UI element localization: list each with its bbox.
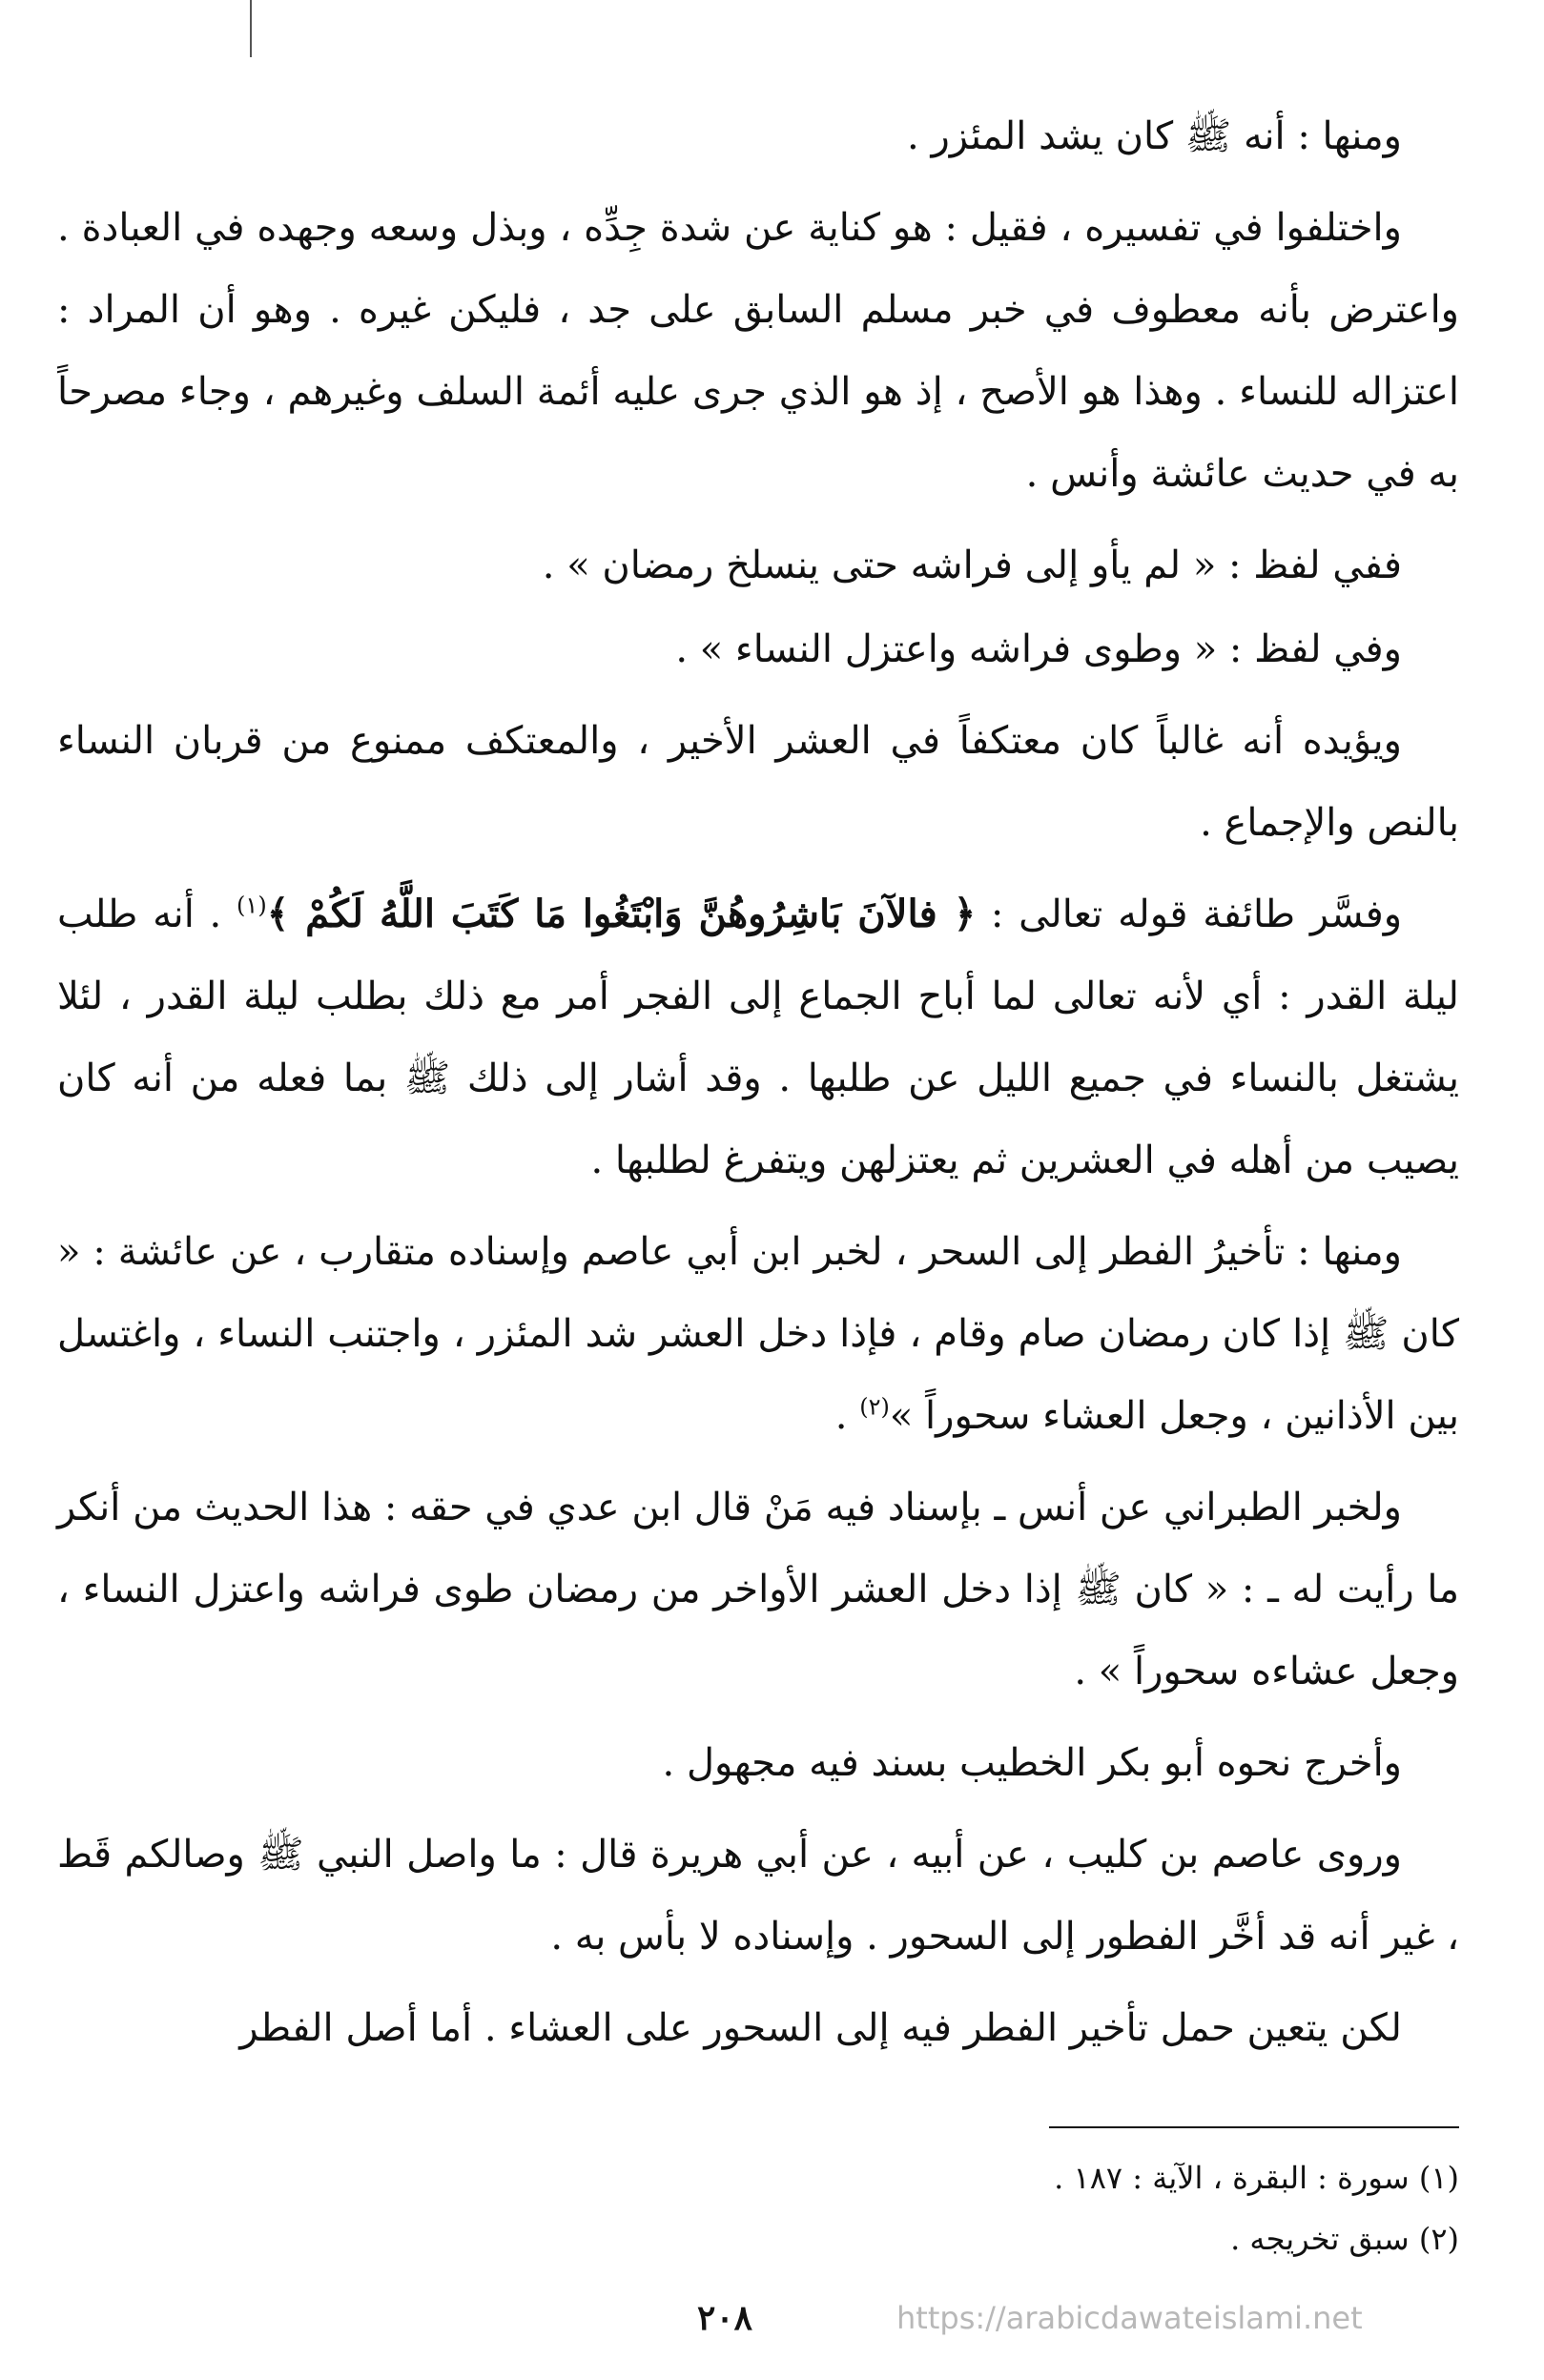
paragraph-takhir-fitr [57,1211,1459,1457]
paragraph-lafz-2: وفي لفظ : « وطوى فراشه واعتزل النساء » . [675,627,1402,671]
takhir-end: . [834,1394,860,1438]
takhir-text: ومنها : تأخيرُ الفطر إلى السحر ، لخبر ابن أبي عاصم وإسناده متقارب ، عن عائشة : « كان ﷺ إذا كان رمضان صام وقام ، فإذا دخل العشر شد المئزر ، واجتنب النساء ، واغتسل بين الأذانين ، وجعل العشاء سحوراً » [57,1230,1459,1438]
footnote-ref-1: (١) [237,892,267,919]
footnote-ref-2: (٢) [859,1393,890,1421]
footnote-divider [1049,2126,1459,2128]
paragraph-tabarani: ولخبر الطبراني عن أنس ـ بإسناد فيه مَنْ قال ابن عدي في حقه : هذا الحديث من أنكر ما رأيت له ـ : « كان ﷺ إذا دخل العشر الأواخر من رمضان طوى فراشه واعتزل النساء ، وجعل عشاءه سحوراً » . [57,1486,1459,1693]
paragraph-ikhtilaf: واختلفوا في تفسيره ، فقيل : هو كناية عن شدة جِدِّه ، وبذل وسعه وجهده في العبادة . واعترض بأنه معطوف في خبر مسلم السابق على جد ، فليكن غيره . وهو أن المراد : اعتزاله للنساء . وهذا هو الأصح ، إذ هو الذي جرى عليه أئمة السلف وغيرهم ، وجاء مصرحاً به في حديث عائشة وأنس . [57,206,1459,496]
paragraph-tafsir [57,873,1459,1201]
footnote-2: (٢) سبق تخريجه . [1230,2221,1459,2257]
footnote-1: (١) سورة : البقرة ، الآية : ١٨٧ . [1054,2160,1459,2196]
tafsir-intro: وفسَّر طائفة قوله تعالى : [976,892,1403,936]
paragraph-khatib: وأخرج نحوه أبو بكر الخطيب بسند فيه مجهول . [662,1741,1402,1785]
quran-verse: ﴿ فالآنَ بَاشِرُوهُنَّ وَابْتَغُوا مَا كَتَبَ اللَّهُ لَكُمْ ﴾ [266,892,977,936]
paragraph-lafz-1: ففي لفظ : « لم يأو إلى فراشه حتى ينسلخ رمضان » . [542,544,1402,587]
paragraph-asim: وروى عاصم بن كليب ، عن أبيه ، عن أبي هريرة قال : ما واصل النبي ﷺ وصالكم قَط ، غير أنه قد أخَّر الفطور إلى السحور . وإسناده لا بأس به . [57,1833,1459,1959]
paragraph-yuayyiduh: ويؤيده أنه غالباً كان معتكفاً في العشر الأخير ، والمعتكف ممنوع من قربان النساء بالنص والإجماع . [57,719,1459,845]
paragraph-shadd-mizar: ومنها : أنه ﷺ كان يشد المئزر . [907,114,1402,158]
page-number: ٢٠٨ [696,2298,752,2338]
footnotes [57,2147,1459,2269]
main-text [57,95,1459,2079]
watermark-url: https://arabicdawateislami.net [896,2300,1363,2336]
paragraph-lakin: لكن يتعين حمل تأخير الفطر فيه إلى السحور على العشاء . أما أصل الفطر [239,2006,1402,2050]
tafsir-rest: . أنه طلب ليلة القدر : أي لأنه تعالى لما أباح الجماع إلى الفجر أمر مع ذلك بطلب ليلة القدر ، لئلا يشتغل بالنساء في جميع الليل عن طلبها . وقد أشار إلى ذلك ﷺ بما فعله من أنه كان يصيب من أهله في العشرين ثم يعتزلهن ويتفرغ لطلبها . [57,892,1459,1182]
scan-mark [250,0,252,57]
